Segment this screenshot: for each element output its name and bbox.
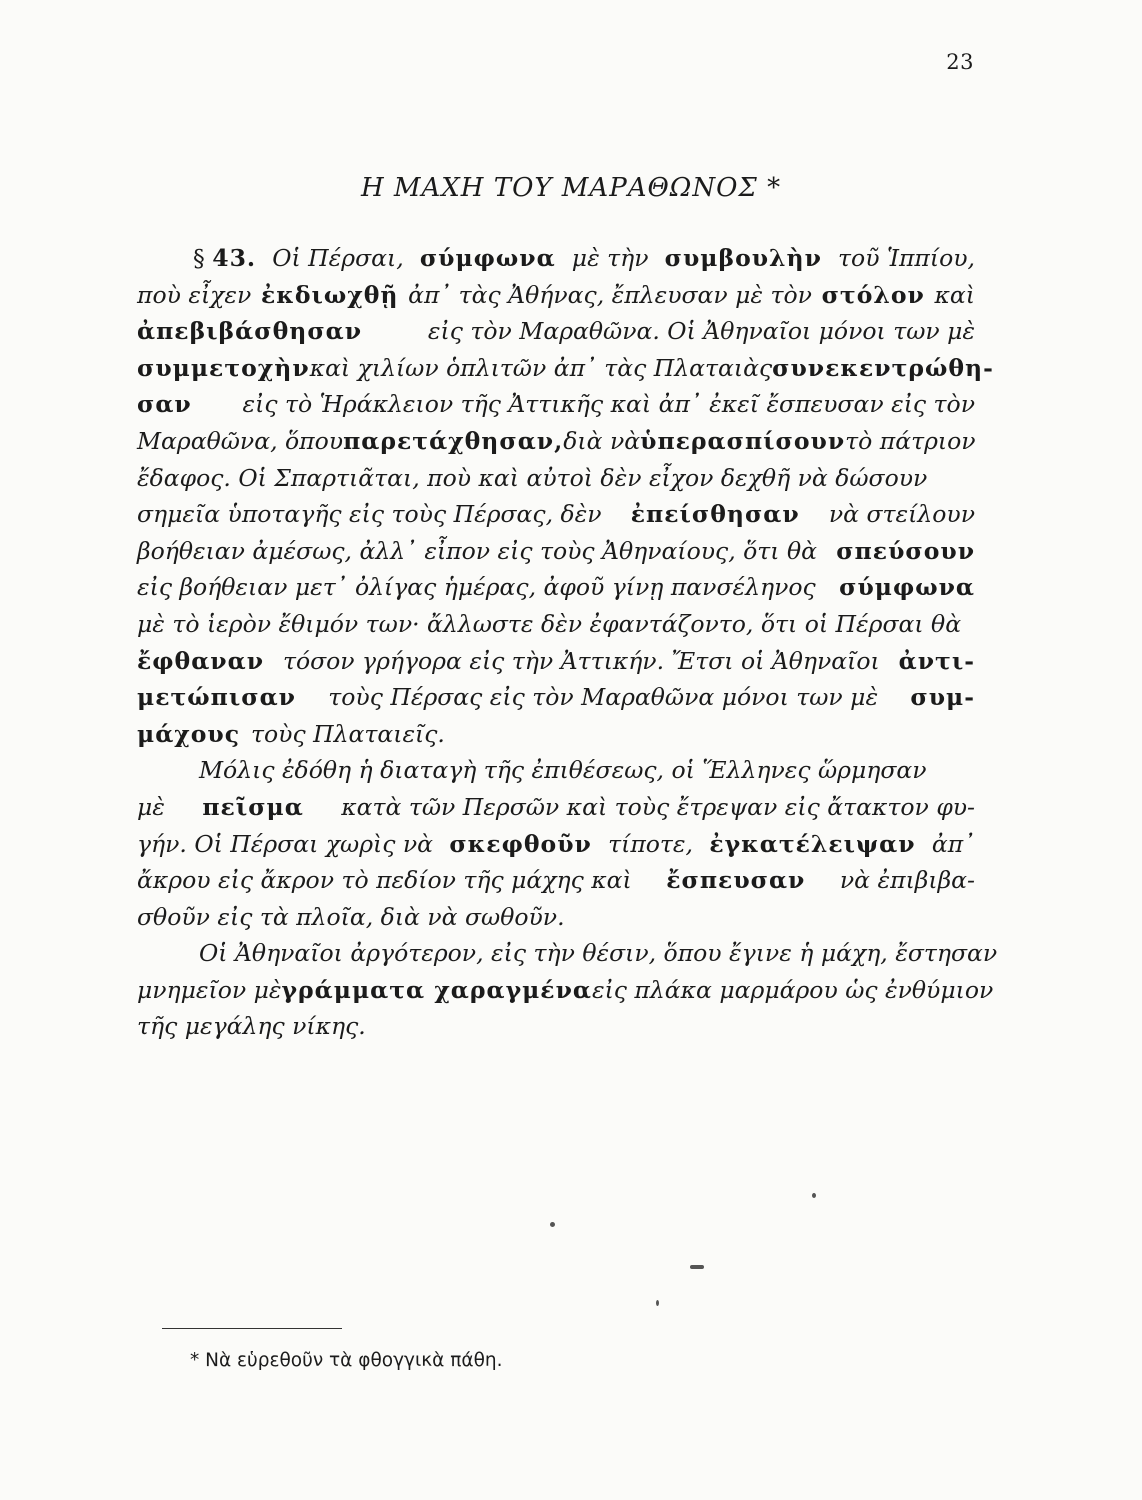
text-line	[137, 830, 975, 867]
segment-bold: ἐκδιωχθῇ	[260, 280, 399, 309]
segment-bold: σύμφωνα	[839, 573, 975, 602]
segment: ποὺ εἶχεν	[137, 280, 252, 309]
segment: καὶ	[934, 280, 975, 309]
body-text	[137, 244, 998, 1049]
segment: εἰς τὸ Ἡράκλειον τῆς Ἀττικῆς καὶ ἀπ᾿ ἐκεῖ ἔσπευσαν εἰς τὸν	[242, 390, 975, 419]
text-line	[137, 647, 975, 684]
segment-bold: ἔσπευσαν	[666, 866, 806, 895]
segment: σθοῦν εἰς τὰ πλοῖα, διὰ νὰ σωθοῦν.	[137, 902, 565, 931]
segment: εἰς βοήθειαν μετ᾿ ὀλίγας ἡμέρας, ἀφοῦ γίνῃ πανσέληνος	[137, 573, 816, 602]
text-line	[137, 903, 975, 940]
segment: μνημεῖον μὲ	[137, 975, 282, 1004]
text-line	[137, 866, 975, 903]
text-line	[137, 610, 975, 647]
chapter-title: Η ΜΑΧΗ ΤΟΥ ΜΑΡΑΘΩΝΟΣ *	[360, 173, 782, 203]
segment: γήν. Οἱ Πέρσαι χωρὶς νὰ	[137, 829, 434, 858]
text-line	[137, 500, 975, 537]
segment-bold: γράμματα χαραγμένα	[281, 975, 592, 1004]
segment: σημεῖα ὑποταγῆς εἰς τοὺς Πέρσας, δὲν	[137, 500, 602, 529]
segment-bold: ἐγκατέλειψαν	[709, 829, 916, 858]
segment-bold: ἐπείσθησαν	[630, 500, 800, 529]
segment: μὲ τὸ ἱερὸν ἔθιμόν των· ἄλλωστε δὲν ἐφαντάζοντο, ὅτι οἱ Πέρσαι θὰ	[137, 609, 962, 638]
text-line	[137, 975, 994, 1013]
text-line	[137, 317, 975, 354]
segment: κατὰ τῶν Περσῶν καὶ τοὺς ἔτρεψαν εἰς ἄτακτον φυ-	[341, 792, 975, 821]
section-number: 43.	[212, 244, 257, 272]
segment: Μόλις ἐδόθη ἡ διαταγὴ τῆς ἐπιθέσεως, οἱ Ἕλληνες ὥρμησαν	[199, 756, 927, 785]
text-line	[137, 720, 975, 757]
section-heading	[193, 244, 256, 272]
text-line	[137, 573, 975, 610]
text-line	[137, 793, 975, 830]
segment: νὰ ἐπιβιβα-	[839, 866, 975, 895]
text-line	[137, 464, 975, 501]
segment-bold: σαν	[137, 390, 192, 419]
text-line	[137, 353, 994, 391]
text-line	[137, 281, 975, 318]
segment: τόσον γρήγορα εἰς τὴν Ἀττικήν. Ἔτσι οἱ Ἀθηναῖοι	[282, 646, 880, 675]
segment: καὶ χιλίων ὁπλιτῶν ἀπ᾿ τὰς Πλαταιὰς	[309, 353, 773, 382]
segment: διὰ νὰ	[563, 426, 641, 455]
segment: βοήθειαν ἀμέσως, ἀλλ᾿ εἶπον εἰς τοὺς Ἀθηναίους, ὅτι θὰ	[137, 536, 817, 565]
segment-bold: ὑπερασπίσουν	[640, 426, 846, 455]
text-line	[137, 1012, 975, 1049]
segment: τίποτε,	[608, 829, 694, 858]
segment: ἀπ᾿	[931, 829, 975, 858]
footnote-divider	[162, 1328, 342, 1329]
segment: τοῦ Ἱππίου,	[838, 244, 975, 272]
segment: μὲ τὴν	[571, 244, 649, 272]
segment-bold: παρετάχθησαν,	[343, 426, 564, 455]
segment-bold: σπεύσουν	[836, 536, 975, 565]
segment-bold: στόλον	[821, 280, 925, 309]
segment: μὲ	[137, 792, 165, 821]
segment: εἰς πλάκα μαρμάρου ὡς ἐνθύμιον	[591, 975, 994, 1004]
segment: τοὺς Πέρσας εἰς τὸν Μαραθῶνα μόνοι των μὲ	[328, 683, 879, 712]
text-line	[137, 427, 975, 464]
segment-bold: μάχους	[137, 719, 241, 748]
segment: τοὺς Πλαταιεῖς.	[251, 719, 445, 748]
segment: Μαραθῶνα, ὅπου	[137, 426, 344, 455]
segment-bold: συμμετοχὴν	[137, 353, 310, 382]
page-number: 23	[946, 50, 974, 74]
segment-bold: σύμφωνα	[419, 244, 556, 272]
text-line	[137, 683, 975, 720]
segment: νὰ στείλουν	[828, 500, 975, 529]
segment: τὸ πάτριον	[845, 426, 976, 455]
segment: Οἱ Ἀθηναῖοι ἀργότερον, εἰς τὴν θέσιν, ὅπου ἔγινε ἡ μάχη, ἔστησαν	[199, 939, 998, 968]
text-line	[137, 244, 975, 281]
segment-bold: ἀπεβιβάσθησαν	[137, 317, 363, 346]
text-line	[137, 939, 998, 976]
segment: τῆς μεγάλης νίκης.	[137, 1012, 366, 1041]
segment-bold: συνεκεντρώθη-	[772, 353, 994, 382]
segment: ἄκρου εἰς ἄκρον τὸ πεδίον τῆς μάχης καὶ	[137, 866, 632, 895]
footnote: * Νὰ εὑρεθοῦν τὰ φθογγικὰ πάθη.	[190, 1350, 503, 1371]
segment: ἀπ᾿ τὰς Ἀθήνας, ἔπλευσαν μὲ τὸν	[408, 280, 812, 309]
scan-speck	[656, 1300, 659, 1306]
segment: εἰς τὸν Μαραθῶνα. Οἱ Ἀθηναῖοι μόνοι των μὲ	[427, 317, 975, 346]
text-line	[137, 537, 975, 574]
segment-bold: ἀντι-	[898, 646, 975, 675]
scan-speck	[550, 1222, 555, 1227]
text-line	[137, 756, 975, 793]
segment: Οἱ Πέρσαι,	[272, 244, 404, 272]
segment-bold: ἔφθαναν	[137, 646, 265, 675]
text-line	[137, 390, 975, 427]
scan-speck	[690, 1265, 704, 1269]
segment-bold: συμβουλὴν	[664, 244, 822, 272]
segment-bold: πεῖσμα	[202, 792, 304, 821]
segment: ἔδαφος. Οἱ Σπαρτιᾶται, ποὺ καὶ αὐτοὶ δὲν εἶχον δεχθῆ νὰ δώσουν	[137, 463, 928, 492]
segment-bold: συμ-	[910, 683, 975, 712]
segment-bold: σκεφθοῦν	[449, 829, 592, 858]
section-mark: §	[193, 244, 205, 272]
scan-speck	[812, 1193, 816, 1198]
segment-bold: μετώπισαν	[137, 683, 296, 712]
